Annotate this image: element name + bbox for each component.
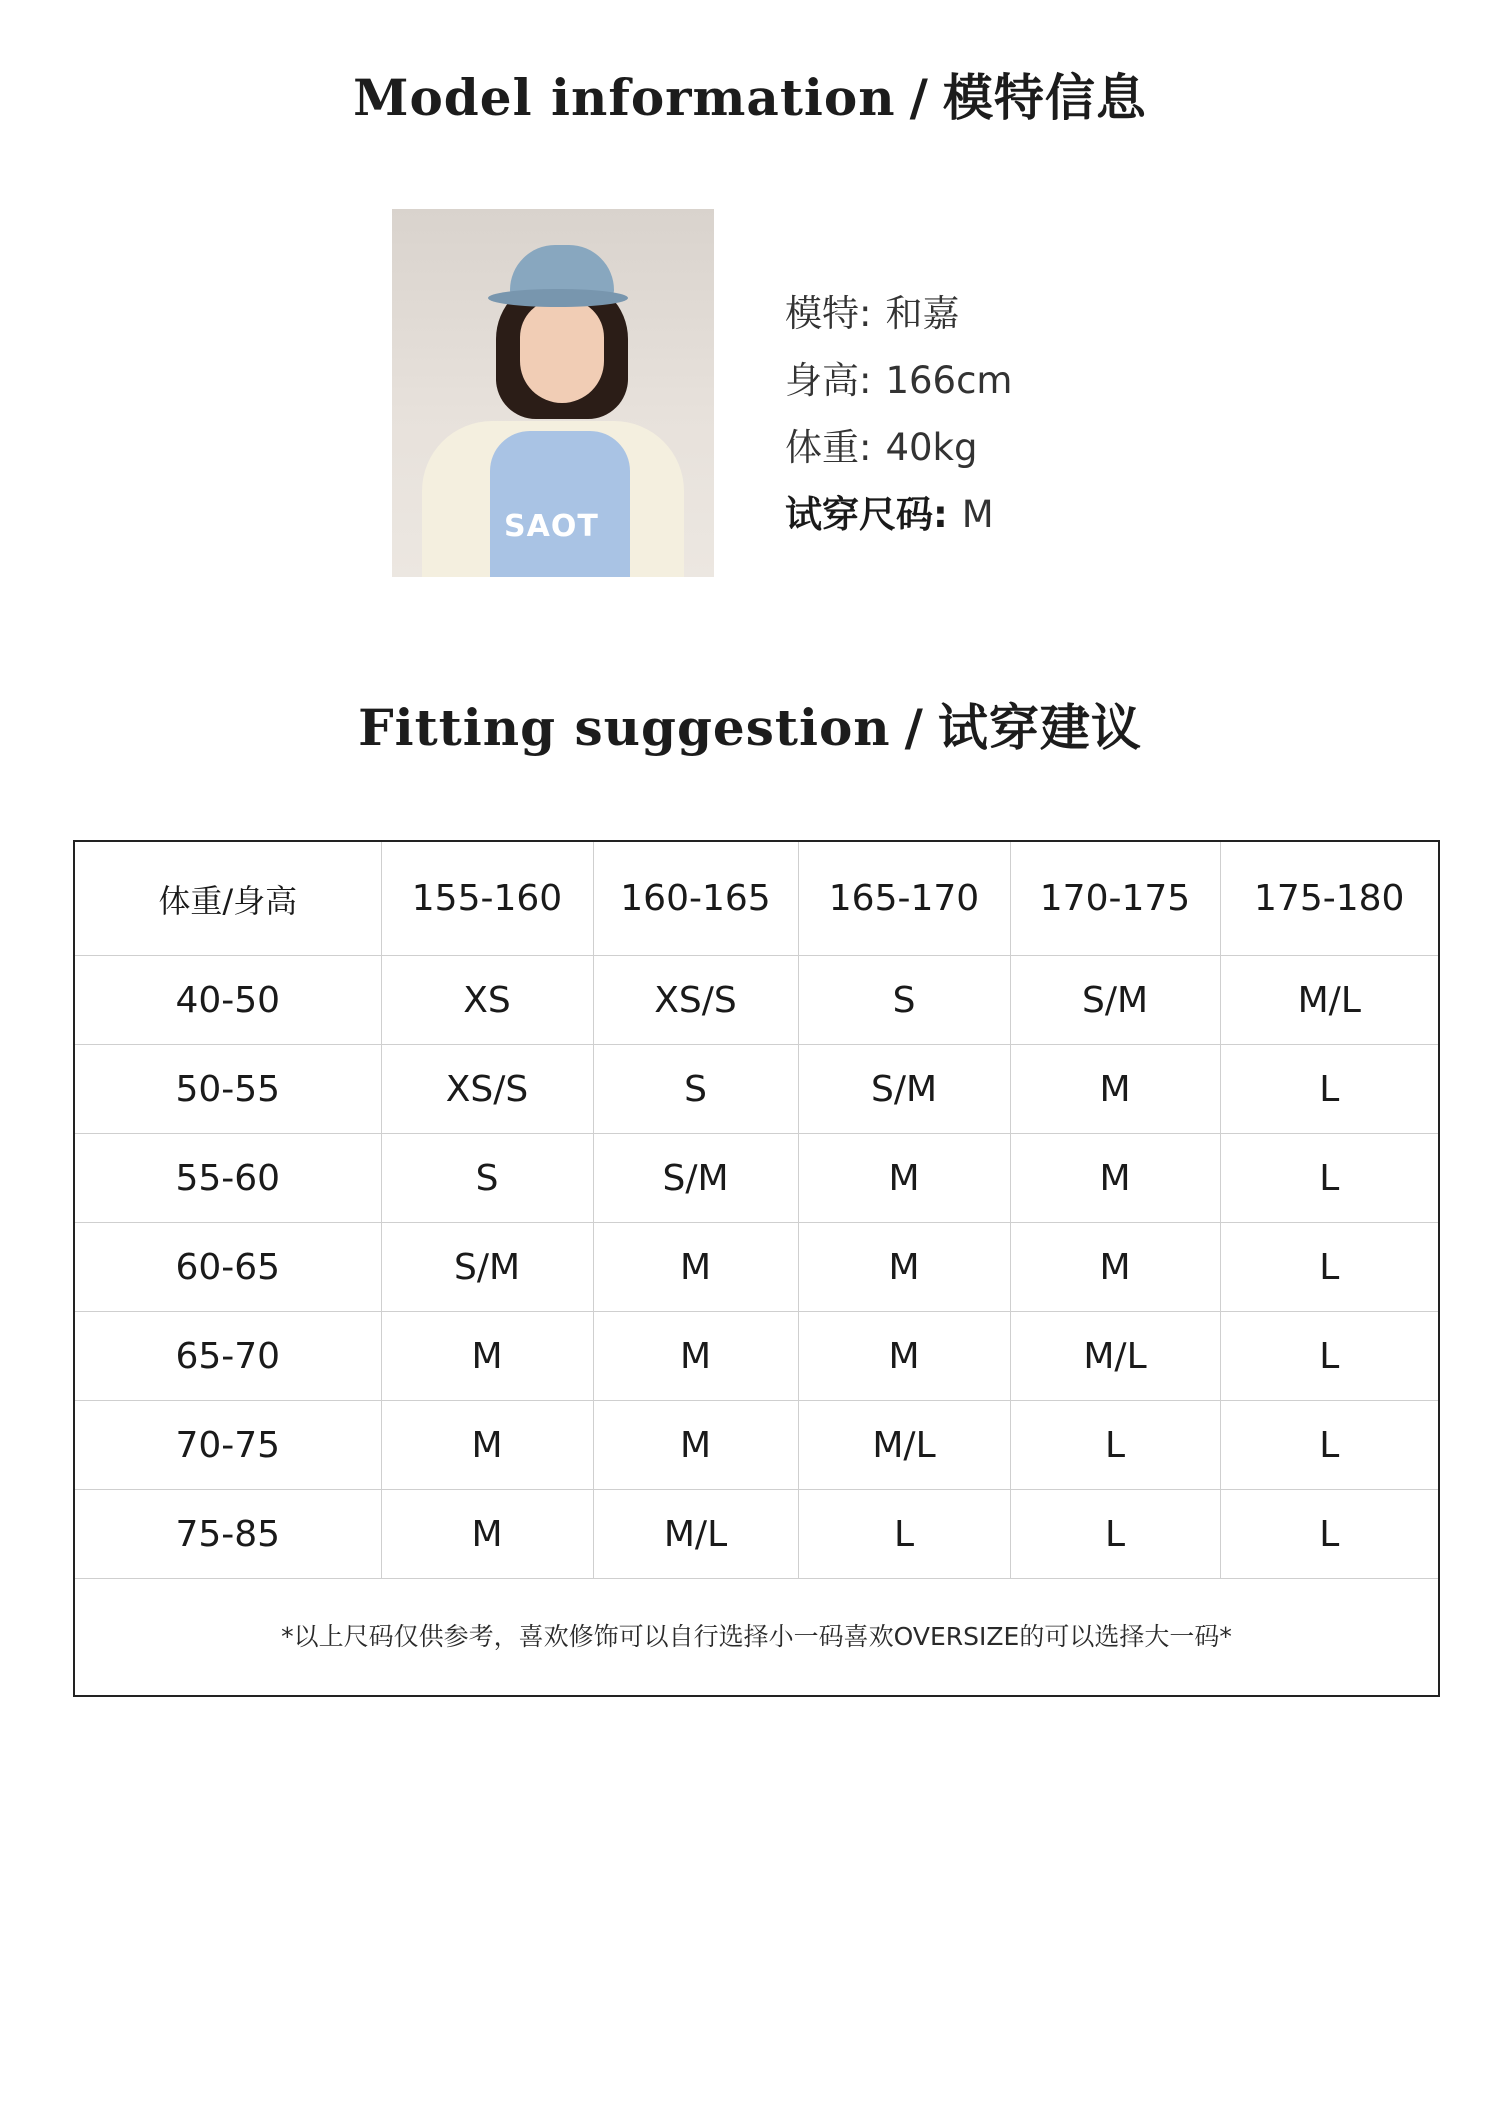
size-cell: S/M	[1010, 956, 1220, 1045]
table-row	[75, 1223, 1438, 1312]
model-info-title-zh: 模特信息	[942, 69, 1147, 127]
model-info-title	[0, 58, 1500, 130]
size-cell: M	[593, 1401, 798, 1490]
size-cell: L	[1010, 1401, 1220, 1490]
size-cell: M	[798, 1134, 1010, 1223]
size-cell: XS/S	[593, 956, 798, 1045]
size-chart-table	[75, 842, 1438, 1579]
size-cell: S/M	[593, 1134, 798, 1223]
size-cell: L	[1010, 1490, 1220, 1579]
size-cell: M	[1010, 1134, 1220, 1223]
size-cell: L	[1220, 1134, 1438, 1223]
table-row	[75, 1401, 1438, 1490]
height-header: 170-175	[1010, 842, 1220, 956]
size-cell: L	[1220, 1490, 1438, 1579]
size-cell: M	[381, 1490, 593, 1579]
model-weight-label: 体重:	[785, 426, 872, 469]
model-size-label: 试穿尺码:	[785, 493, 948, 536]
height-header: 155-160	[381, 842, 593, 956]
model-height-label: 身高:	[785, 359, 872, 402]
weight-cell: 60-65	[75, 1223, 381, 1312]
size-cell: L	[1220, 1045, 1438, 1134]
size-cell: L	[1220, 1401, 1438, 1490]
size-cell: M	[593, 1223, 798, 1312]
title-separator: /	[909, 69, 929, 127]
table-row	[75, 1312, 1438, 1401]
model-name-value: 和嘉	[885, 292, 960, 335]
table-row	[75, 1134, 1438, 1223]
model-height-value: 166cm	[885, 359, 1013, 402]
size-cell: XS/S	[381, 1045, 593, 1134]
size-cell: M	[798, 1312, 1010, 1401]
size-cell: L	[798, 1490, 1010, 1579]
size-cell: M	[381, 1312, 593, 1401]
size-chart	[73, 840, 1440, 1697]
size-cell: M	[1010, 1223, 1220, 1312]
weight-cell: 55-60	[75, 1134, 381, 1223]
photo-shirt-print: SAOT	[504, 509, 599, 544]
size-cell: M	[1010, 1045, 1220, 1134]
size-cell: L	[1220, 1223, 1438, 1312]
size-cell: S	[381, 1134, 593, 1223]
size-cell: M/L	[798, 1401, 1010, 1490]
size-cell: L	[1220, 1312, 1438, 1401]
size-cell: M/L	[593, 1490, 798, 1579]
corner-header: 体重/身高	[75, 842, 381, 956]
size-cell: M	[381, 1401, 593, 1490]
size-note: *以上尺码仅供参考，喜欢修饰可以自行选择小一码喜欢OVERSIZE的可以选择大一码*	[281, 1622, 1232, 1651]
model-name-label: 模特:	[785, 292, 872, 335]
weight-cell: 75-85	[75, 1490, 381, 1579]
height-header: 160-165	[593, 842, 798, 956]
size-cell: M	[593, 1312, 798, 1401]
fitting-suggestion-title	[0, 688, 1500, 760]
weight-cell: 40-50	[75, 956, 381, 1045]
model-size-row	[785, 481, 1012, 548]
model-info-title-en: Model information	[353, 68, 896, 127]
height-header: 175-180	[1220, 842, 1438, 956]
weight-cell: 70-75	[75, 1401, 381, 1490]
size-cell: XS	[381, 956, 593, 1045]
photo-shirt-panel	[490, 431, 630, 577]
model-info-list	[785, 280, 1012, 548]
size-cell: M/L	[1220, 956, 1438, 1045]
size-cell: S	[593, 1045, 798, 1134]
photo-cap-brim	[488, 289, 628, 307]
model-name-row	[785, 280, 1012, 347]
fitting-title-zh: 试穿建议	[937, 699, 1142, 757]
model-weight-row	[785, 414, 1012, 481]
model-weight-value: 40kg	[885, 426, 978, 469]
model-height-row	[785, 347, 1012, 414]
size-cell: S/M	[381, 1223, 593, 1312]
title-separator: /	[904, 699, 924, 757]
table-row	[75, 1490, 1438, 1579]
model-size-value: M	[961, 493, 994, 536]
table-row	[75, 956, 1438, 1045]
weight-cell: 65-70	[75, 1312, 381, 1401]
size-cell: S	[798, 956, 1010, 1045]
fitting-title-en: Fitting suggestion	[358, 698, 891, 757]
size-cell: M/L	[1010, 1312, 1220, 1401]
model-photo	[392, 209, 714, 577]
weight-cell: 50-55	[75, 1045, 381, 1134]
height-header: 165-170	[798, 842, 1010, 956]
photo-face	[520, 299, 604, 403]
size-cell: M	[798, 1223, 1010, 1312]
size-cell: S/M	[798, 1045, 1010, 1134]
size-chart-header-row	[75, 842, 1438, 956]
table-row	[75, 1045, 1438, 1134]
